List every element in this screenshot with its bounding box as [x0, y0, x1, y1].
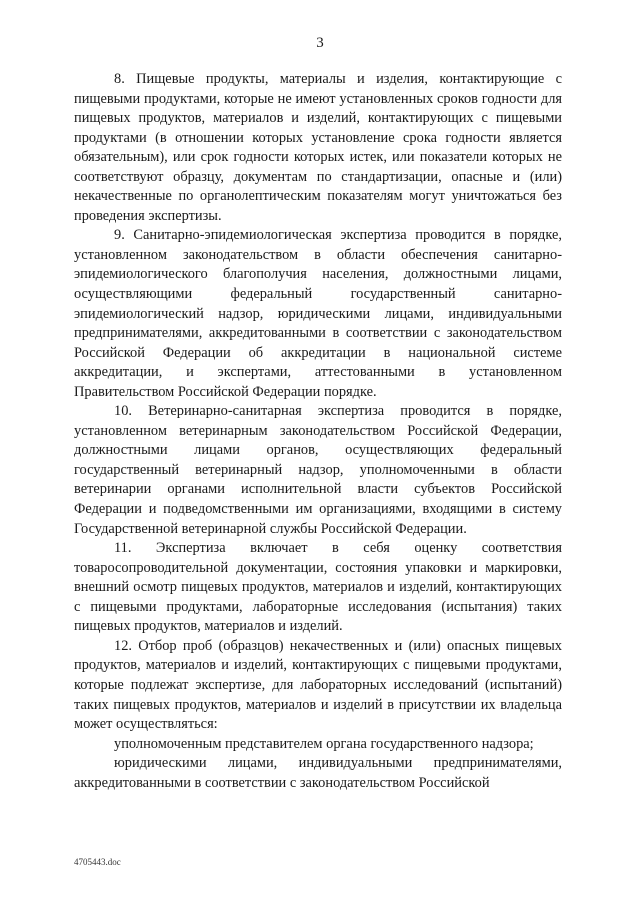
paragraph-8: 8. Пищевые продукты, материалы и изделия, контактирующие с пищевыми продуктами, которые не имеют установленных сроков годности для пищевых продуктов, материалов и изделий, контактирующих с пищевыми продуктами (в отношении которых установление срока годности является обязательным), или срок годности которых истек, или показатели которых не соответствуют образцу, документам по стандартизации, опасные и (или) некачественные по органолептическим показателям могут уничтожаться без проведения экспертизы.	[74, 71, 562, 224]
paragraph-12: 12. Отбор проб (образцов) некачественных и (или) опасных пищевых продуктов, материалов и изделий, контактирующих с пищевыми продуктами, которые подлежат экспертизе, для лабораторных исследований (испытаний) таких пищевых продуктов, материалов и изделий в присутствии их владельца может осуществляться:	[74, 637, 562, 733]
paragraph-11: 11. Экспертиза включает в себя оценку соответствия товаросопроводительной документации, состояния упаковки и маркировки, внешний осмотр пищевых продуктов, материалов и изделий, контактирующих с пищевыми продуктами, лабораторные исследования (испытания) таких пищевых продуктов, материалов и изделий.	[74, 540, 562, 635]
paragraph-10: 10. Ветеринарно-санитарная экспертиза проводится в порядке, установленном ветеринарным законодательством Российской Федерации, должностными лицами органов, осуществляющих федеральный государственный ветеринарный надзор, уполномоченными в области ветеринарии органами исполнительной власти субъектов Российской Федерации и подведомственными им организациями, входящими в систему Государственной ветеринарной службы Российской Федерации.	[74, 403, 562, 537]
page-number: 3	[316, 35, 324, 51]
document-body	[74, 70, 562, 793]
list-item-state-inspector: уполномоченным представителем органа государственного надзора;	[114, 735, 534, 752]
list-item-legal-entities: юридическими лицами, индивидуальными предпринимателями, аккредитованными в соответствии с законодательством Российской	[74, 755, 562, 791]
paragraph-9: 9. Санитарно-эпидемиологическая экспертиза проводится в порядке, установленном законодательством в области обеспечения санитарно-эпидемиологического благополучия населения, должностными лицами, осуществляющими федеральный государственный санитарно-эпидемиологический надзор, юридическими лицами, индивидуальными предпринимателями, аккредитованными в соответствии с законодательством Российской Федерации об аккредитации в национальной системе аккредитации, и экспертами, аттестованными в установленном Правительством Российской Федерации порядке.	[74, 227, 562, 400]
document-file-code: 4705443.doc	[74, 857, 121, 867]
